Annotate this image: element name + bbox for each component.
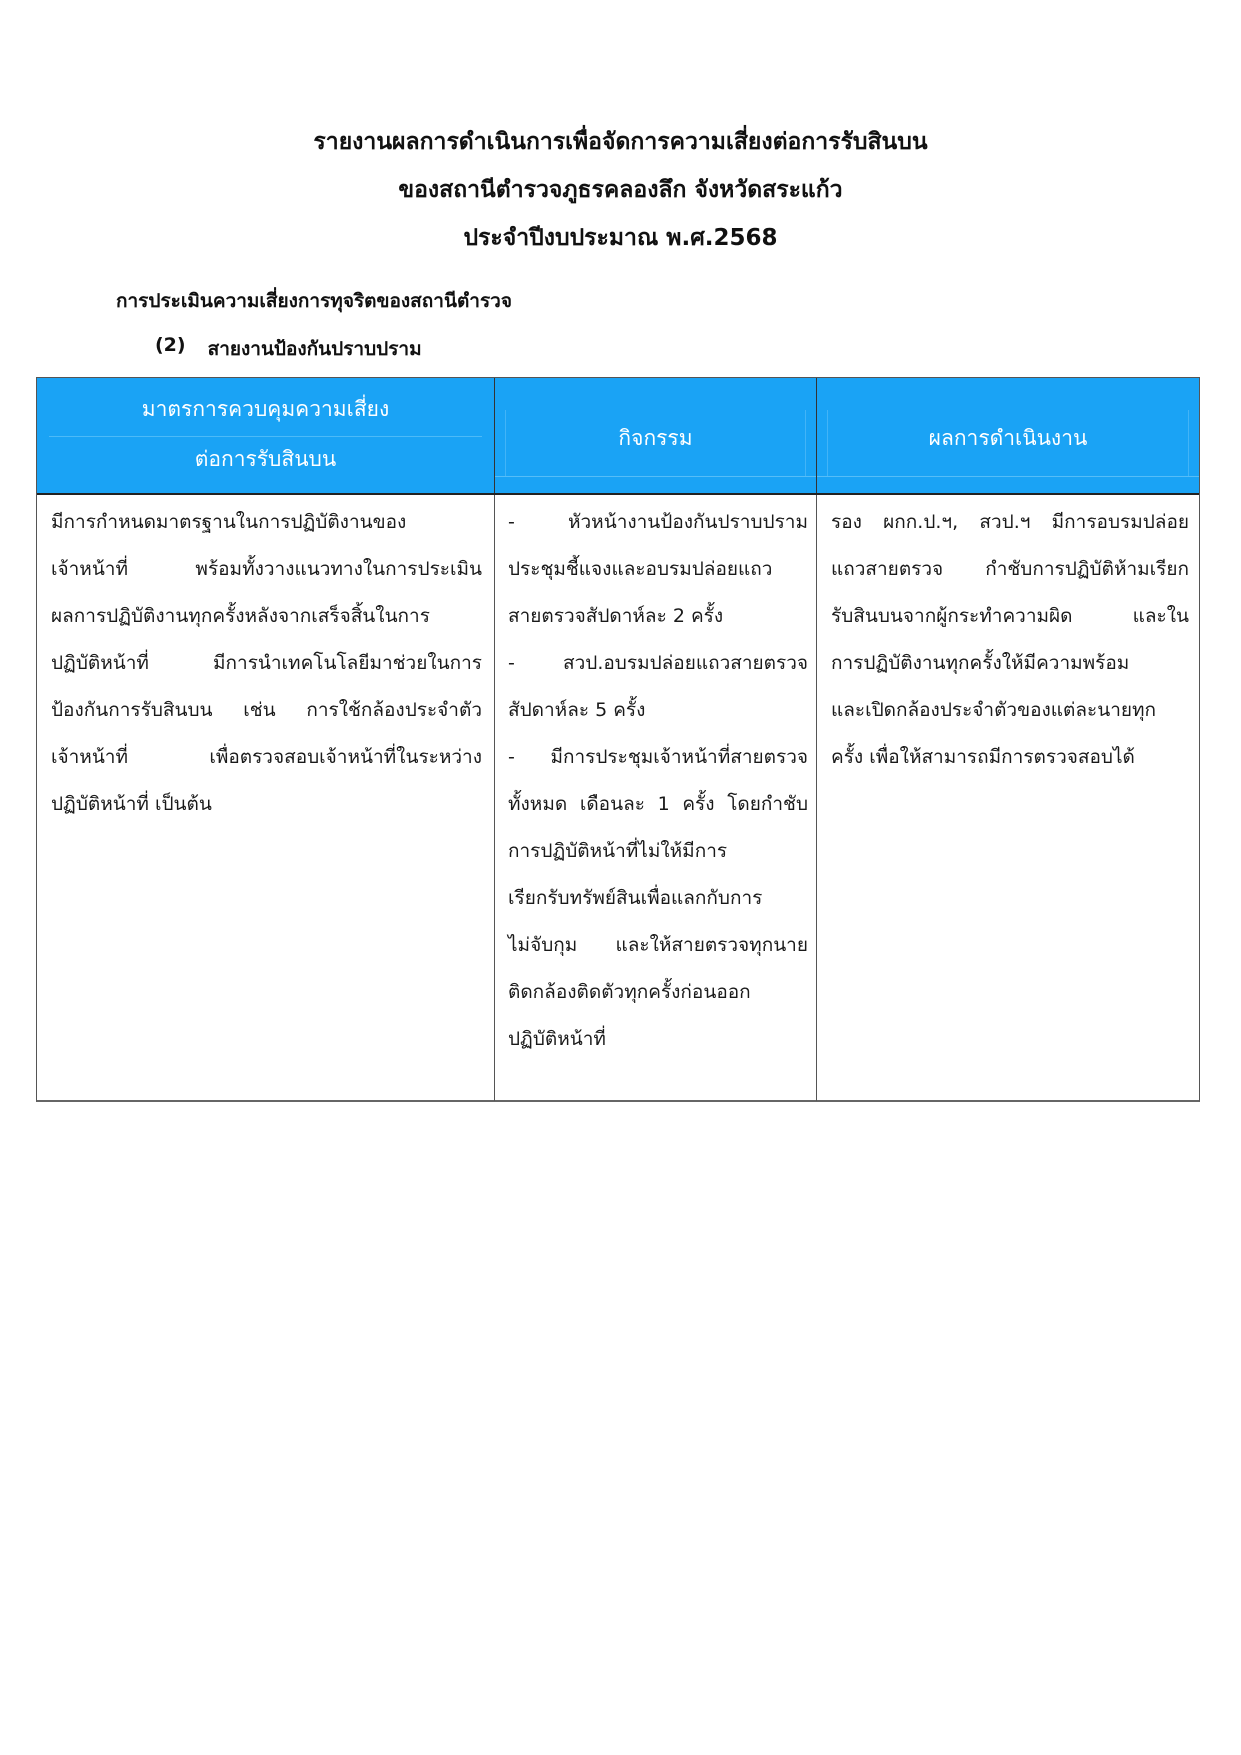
text-line: การปฏิบัติงานทุกครั้งให้มีความพร้อม xyxy=(831,652,1130,674)
text-line: ติดกล้องติดตัวทุกครั้งก่อนออก xyxy=(508,981,751,1003)
text-line: ผลการปฏิบัติงานทุกครั้งหลังจากเสร็จสิ้นในการ xyxy=(51,605,430,627)
title-line-2: ของสถานีตำรวจภูธรคลองลึก จังหวัดสระแก้ว xyxy=(398,177,843,203)
header-measures-line-1: มาตรการควบคุมความเสี่ยง xyxy=(141,397,390,421)
header-results-label: ผลการดำเนินงาน xyxy=(827,410,1189,476)
table-row xyxy=(37,495,1199,1101)
text-line: การปฏิบัติหน้าที่ไม่ให้มีการ xyxy=(508,840,728,862)
text-line: - สวป.อบรมปล่อยแถวสายตรวจ xyxy=(508,652,808,674)
text-line: ไม่จับกุม และให้สายตรวจทุกนาย xyxy=(508,934,808,956)
header-divider xyxy=(817,476,1199,477)
subsection-number: (2) xyxy=(155,334,186,356)
text-line: ทั้งหมด เดือนละ 1 ครั้ง โดยกำชับ xyxy=(508,793,808,815)
text-line: รอง ผกก.ป.ฯ, สวป.ฯ มีการอบรมปล่อย xyxy=(831,511,1189,533)
text-line: ครั้ง เพื่อให้สามารถมีการตรวจสอบได้ xyxy=(831,746,1135,768)
subsection-label: สายงานป้องกันปราบปราม xyxy=(207,338,422,360)
text-line: รับสินบนจากผู้กระทำความผิด และใน xyxy=(831,605,1189,627)
table-header-row xyxy=(37,378,1199,495)
title-line-1: รายงานผลการดำเนินการเพื่อจัดการความเสี่ยงต่อการรับสินบน xyxy=(313,129,928,155)
text-line: - หัวหน้างานป้องกันปราบปราม xyxy=(508,511,808,533)
text-line: - มีการประชุมเจ้าหน้าที่สายตรวจ xyxy=(508,746,808,768)
cell-results xyxy=(816,495,1199,1101)
header-separator xyxy=(49,436,482,437)
text-line: ปฏิบัติหน้าที่ เป็นต้น xyxy=(51,793,212,815)
text-line: ป้องกันการรับสินบน เช่น การใช้กล้องประจำตัว xyxy=(51,699,482,721)
text-line: เรียกรับทรัพย์สินเพื่อแลกกับการ xyxy=(508,887,763,909)
header-results xyxy=(816,378,1199,493)
header-activities-label: กิจกรรม xyxy=(505,410,806,476)
header-measures-line-2: ต่อการรับสินบน xyxy=(194,447,337,471)
header-divider xyxy=(495,476,816,477)
text-line: ปฏิบัติหน้าที่ xyxy=(508,1028,606,1050)
header-activities xyxy=(494,378,816,493)
text-line: เจ้าหน้าที่ พร้อมทั้งวางแนวทางในการประเมิน xyxy=(51,558,482,580)
risk-control-table xyxy=(36,377,1200,1102)
header-measures xyxy=(37,378,494,493)
title-line-3: ประจำปีงบประมาณ พ.ศ.2568 xyxy=(463,225,778,251)
text-line: สายตรวจสัปดาห์ละ 2 ครั้ง xyxy=(508,605,724,627)
text-line: ปฏิบัติหน้าที่ มีการนำเทคโนโลยีมาช่วยในการ xyxy=(51,652,482,674)
subsection-heading xyxy=(155,334,422,364)
text-line: มีการกำหนดมาตรฐานในการปฏิบัติงานของ xyxy=(51,511,407,533)
text-line: ประชุมชี้แจงและอบรมปล่อยแถว xyxy=(508,558,773,580)
document-title xyxy=(0,118,1241,262)
cell-measures xyxy=(37,495,494,1101)
text-line: และเปิดกล้องประจำตัวของแต่ละนายทุก xyxy=(831,699,1157,721)
text-line: แถวสายตรวจ กำชับการปฏิบัติห้ามเรียก xyxy=(831,558,1189,580)
text-line: สัปดาห์ละ 5 ครั้ง xyxy=(508,699,646,721)
cell-activities xyxy=(494,495,816,1101)
section-heading: การประเมินความเสี่ยงการทุจริตของสถานีตำรวจ xyxy=(116,290,512,312)
text-line: เจ้าหน้าที่ เพื่อตรวจสอบเจ้าหน้าที่ในระหว่าง xyxy=(51,746,482,768)
